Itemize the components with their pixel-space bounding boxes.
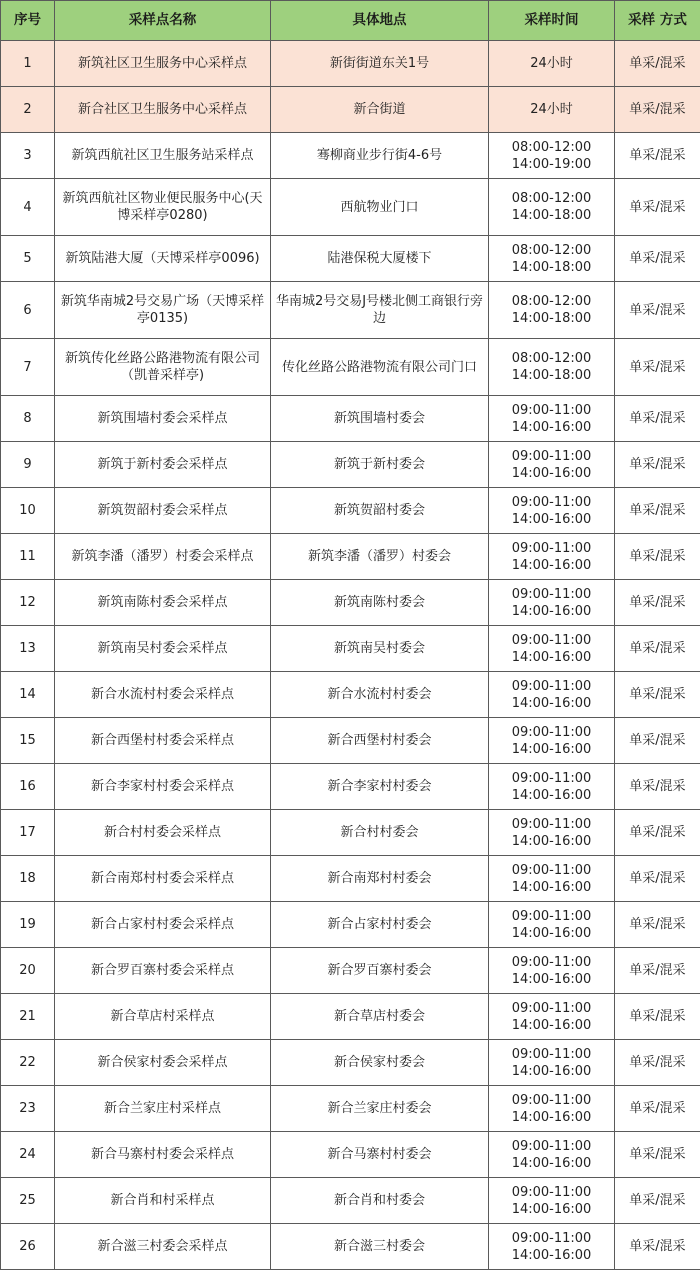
cell-location: 陆港保税大厦楼下 <box>271 236 489 282</box>
cell-sampling-method: 单采/混采 <box>615 87 700 133</box>
cell-serial-no: 21 <box>1 994 55 1040</box>
cell-site-name: 新筑陆港大厦（天博采样亭0096) <box>55 236 271 282</box>
cell-sampling-time <box>489 236 615 282</box>
cell-sampling-method: 单采/混采 <box>615 1086 700 1132</box>
time-range-secondary: 14:00-16:00 <box>511 465 592 481</box>
table-row <box>1 1132 700 1178</box>
time-range-secondary: 14:00-16:00 <box>511 1201 592 1217</box>
cell-location: 新筑围墙村委会 <box>271 396 489 442</box>
header-serial-no: 序号 <box>1 1 55 41</box>
table-row <box>1 488 700 534</box>
cell-serial-no: 10 <box>1 488 55 534</box>
time-range-secondary: 14:00-16:00 <box>511 1155 592 1171</box>
cell-location: 新合占家村村委会 <box>271 902 489 948</box>
time-range-primary: 08:00-12:00 <box>511 242 592 258</box>
cell-location: 新合兰家庄村委会 <box>271 1086 489 1132</box>
time-range-primary: 09:00-11:00 <box>511 816 592 832</box>
cell-serial-no: 8 <box>1 396 55 442</box>
cell-serial-no: 3 <box>1 133 55 179</box>
time-range-primary: 09:00-11:00 <box>511 862 592 878</box>
cell-sampling-method: 单采/混采 <box>615 1132 700 1178</box>
cell-sampling-time <box>489 339 615 396</box>
time-range-secondary: 14:00-16:00 <box>511 925 592 941</box>
cell-sampling-time <box>489 626 615 672</box>
cell-sampling-time <box>489 442 615 488</box>
time-range-primary: 08:00-12:00 <box>511 191 592 206</box>
cell-location: 新筑李潘（潘罗）村委会 <box>271 534 489 580</box>
header-sampling-method: 采样 方式 <box>615 1 700 41</box>
time-range-primary: 09:00-11:00 <box>511 448 592 464</box>
time-range-primary: 09:00-11:00 <box>511 678 592 694</box>
cell-serial-no: 12 <box>1 580 55 626</box>
table-row <box>1 580 700 626</box>
time-range-primary: 09:00-11:00 <box>511 632 592 648</box>
cell-serial-no: 1 <box>1 41 55 87</box>
cell-sampling-time <box>489 764 615 810</box>
time-range-primary: 08:00-12:00 <box>511 351 592 366</box>
table-row <box>1 1178 700 1224</box>
cell-sampling-method: 单采/混采 <box>615 41 700 87</box>
cell-location: 新合草店村委会 <box>271 994 489 1040</box>
cell-serial-no: 20 <box>1 948 55 994</box>
table-row <box>1 856 700 902</box>
cell-site-name: 新筑围墙村委会采样点 <box>55 396 271 442</box>
table-row <box>1 179 700 236</box>
cell-location: 新合滋三村委会 <box>271 1224 489 1270</box>
table-row <box>1 1086 700 1132</box>
table-row <box>1 339 700 396</box>
cell-serial-no: 11 <box>1 534 55 580</box>
time-range-secondary: 14:00-16:00 <box>511 419 592 435</box>
cell-location: 西航物业门口 <box>271 179 489 236</box>
table-row <box>1 534 700 580</box>
table-row <box>1 1040 700 1086</box>
time-range-secondary: 14:00-16:00 <box>511 1017 592 1033</box>
cell-serial-no: 6 <box>1 282 55 339</box>
cell-sampling-method: 单采/混采 <box>615 282 700 339</box>
table-row <box>1 87 700 133</box>
cell-sampling-time <box>489 41 615 87</box>
cell-site-name: 新合村村委会采样点 <box>55 810 271 856</box>
table-row <box>1 236 700 282</box>
cell-site-name: 新合李家村村委会采样点 <box>55 764 271 810</box>
cell-site-name: 新筑南陈村委会采样点 <box>55 580 271 626</box>
table-row <box>1 764 700 810</box>
cell-site-name: 新筑华南城2号交易广场（天博采样亭0135) <box>55 282 271 339</box>
table-row <box>1 1224 700 1270</box>
cell-sampling-time <box>489 902 615 948</box>
time-range-secondary: 14:00-16:00 <box>511 879 592 895</box>
time-range-primary: 08:00-12:00 <box>511 139 592 155</box>
cell-sampling-time <box>489 282 615 339</box>
time-range-secondary: 14:00-16:00 <box>511 833 592 849</box>
cell-serial-no: 13 <box>1 626 55 672</box>
cell-sampling-time <box>489 396 615 442</box>
time-range-secondary: 14:00-16:00 <box>511 787 592 803</box>
cell-site-name: 新合肖和村采样点 <box>55 1178 271 1224</box>
cell-location: 新合西堡村村委会 <box>271 718 489 764</box>
cell-sampling-time <box>489 1132 615 1178</box>
time-range-primary: 08:00-12:00 <box>511 294 592 309</box>
cell-sampling-time <box>489 948 615 994</box>
cell-location: 新合水流村村委会 <box>271 672 489 718</box>
table-row <box>1 41 700 87</box>
cell-sampling-method: 单采/混采 <box>615 994 700 1040</box>
cell-sampling-time <box>489 488 615 534</box>
cell-location: 新合侯家村委会 <box>271 1040 489 1086</box>
table-row <box>1 396 700 442</box>
time-range-primary: 09:00-11:00 <box>511 770 592 786</box>
cell-location: 新街街道东关1号 <box>271 41 489 87</box>
cell-sampling-method: 单采/混采 <box>615 339 700 396</box>
cell-serial-no: 5 <box>1 236 55 282</box>
cell-location: 新合李家村村委会 <box>271 764 489 810</box>
cell-site-name: 新合滋三村委会采样点 <box>55 1224 271 1270</box>
cell-sampling-time <box>489 810 615 856</box>
time-range-secondary: 14:00-16:00 <box>511 557 592 573</box>
cell-sampling-method: 单采/混采 <box>615 902 700 948</box>
time-range-primary: 09:00-11:00 <box>511 1092 592 1108</box>
cell-sampling-method: 单采/混采 <box>615 488 700 534</box>
cell-location: 新合村村委会 <box>271 810 489 856</box>
cell-serial-no: 25 <box>1 1178 55 1224</box>
time-range-primary: 09:00-11:00 <box>511 402 592 418</box>
time-range-primary: 09:00-11:00 <box>511 540 592 556</box>
cell-site-name: 新合水流村村委会采样点 <box>55 672 271 718</box>
cell-sampling-time <box>489 994 615 1040</box>
time-range-secondary: 14:00-16:00 <box>511 603 592 619</box>
time-range-secondary: 14:00-16:00 <box>511 649 592 665</box>
cell-location: 新合罗百寨村委会 <box>271 948 489 994</box>
time-range-secondary: 14:00-16:00 <box>511 1247 592 1263</box>
time-range-secondary: 14:00-16:00 <box>511 741 592 757</box>
cell-serial-no: 9 <box>1 442 55 488</box>
cell-serial-no: 4 <box>1 179 55 236</box>
cell-location: 传化丝路公路港物流有限公司门口 <box>271 339 489 396</box>
time-range-secondary: 14:00-16:00 <box>511 1063 592 1079</box>
time-range-primary: 09:00-11:00 <box>511 724 592 740</box>
time-range-secondary: 14:00-18:00 <box>511 208 592 223</box>
cell-sampling-time <box>489 534 615 580</box>
cell-serial-no: 24 <box>1 1132 55 1178</box>
cell-sampling-time <box>489 1178 615 1224</box>
cell-location: 华南城2号交易J号楼北侧工商银行旁边 <box>271 282 489 339</box>
cell-location: 新合南郑村村委会 <box>271 856 489 902</box>
table-row <box>1 672 700 718</box>
cell-serial-no: 16 <box>1 764 55 810</box>
cell-sampling-time <box>489 718 615 764</box>
time-range-primary: 09:00-11:00 <box>511 1046 592 1062</box>
cell-location: 新合马寨村村委会 <box>271 1132 489 1178</box>
table-row <box>1 948 700 994</box>
table-row <box>1 718 700 764</box>
cell-sampling-method: 单采/混采 <box>615 1178 700 1224</box>
cell-sampling-method: 单采/混采 <box>615 442 700 488</box>
cell-site-name: 新合罗百寨村委会采样点 <box>55 948 271 994</box>
cell-sampling-method: 单采/混采 <box>615 1224 700 1270</box>
table-row <box>1 994 700 1040</box>
table-body <box>1 41 700 1270</box>
cell-sampling-method: 单采/混采 <box>615 236 700 282</box>
cell-serial-no: 18 <box>1 856 55 902</box>
time-range-primary: 09:00-11:00 <box>511 1138 592 1154</box>
cell-serial-no: 2 <box>1 87 55 133</box>
time-range-primary: 09:00-11:00 <box>511 1184 592 1200</box>
cell-location: 新合街道 <box>271 87 489 133</box>
time-range-primary: 09:00-11:00 <box>511 586 592 602</box>
header-location: 具体地点 <box>271 1 489 41</box>
time-range-primary: 09:00-11:00 <box>511 1230 592 1246</box>
cell-site-name: 新合侯家村委会采样点 <box>55 1040 271 1086</box>
header-site-name: 采样点名称 <box>55 1 271 41</box>
cell-site-name: 新筑于新村委会采样点 <box>55 442 271 488</box>
cell-sampling-time <box>489 1040 615 1086</box>
table-row <box>1 442 700 488</box>
time-range-primary: 09:00-11:00 <box>511 954 592 970</box>
cell-sampling-method: 单采/混采 <box>615 1040 700 1086</box>
cell-serial-no: 26 <box>1 1224 55 1270</box>
cell-site-name: 新合占家村村委会采样点 <box>55 902 271 948</box>
cell-site-name: 新筑西航社区物业便民服务中心(天博采样亭0280) <box>55 179 271 236</box>
time-range-primary: 24小时 <box>530 102 573 117</box>
cell-sampling-method: 单采/混采 <box>615 580 700 626</box>
cell-location: 骞柳商业步行街4-6号 <box>271 133 489 179</box>
cell-sampling-time <box>489 672 615 718</box>
time-range-secondary: 14:00-18:00 <box>511 368 592 383</box>
cell-sampling-method: 单采/混采 <box>615 626 700 672</box>
cell-sampling-time <box>489 87 615 133</box>
time-range-primary: 24小时 <box>530 56 573 71</box>
time-range-secondary: 14:00-18:00 <box>511 311 592 326</box>
cell-location: 新筑南吴村委会 <box>271 626 489 672</box>
header-sampling-time: 采样时间 <box>489 1 615 41</box>
cell-sampling-time <box>489 1224 615 1270</box>
cell-sampling-method: 单采/混采 <box>615 396 700 442</box>
time-range-secondary: 14:00-16:00 <box>511 695 592 711</box>
cell-site-name: 新合草店村采样点 <box>55 994 271 1040</box>
cell-sampling-method: 单采/混采 <box>615 856 700 902</box>
time-range-secondary: 14:00-19:00 <box>511 156 592 172</box>
cell-site-name: 新筑贺韶村委会采样点 <box>55 488 271 534</box>
cell-location: 新筑贺韶村委会 <box>271 488 489 534</box>
cell-location: 新筑南陈村委会 <box>271 580 489 626</box>
cell-location: 新筑于新村委会 <box>271 442 489 488</box>
cell-site-name: 新筑李潘（潘罗）村委会采样点 <box>55 534 271 580</box>
cell-sampling-time <box>489 580 615 626</box>
time-range-primary: 09:00-11:00 <box>511 908 592 924</box>
table-row <box>1 133 700 179</box>
cell-site-name: 新筑社区卫生服务中心采样点 <box>55 41 271 87</box>
cell-sampling-time <box>489 179 615 236</box>
cell-serial-no: 23 <box>1 1086 55 1132</box>
cell-sampling-method: 单采/混采 <box>615 672 700 718</box>
cell-site-name: 新筑传化丝路公路港物流有限公司（凯普采样亭) <box>55 339 271 396</box>
time-range-secondary: 14:00-16:00 <box>511 511 592 527</box>
cell-sampling-method: 单采/混采 <box>615 179 700 236</box>
cell-sampling-time <box>489 1086 615 1132</box>
time-range-secondary: 14:00-16:00 <box>511 1109 592 1125</box>
cell-location: 新合肖和村委会 <box>271 1178 489 1224</box>
cell-sampling-method: 单采/混采 <box>615 718 700 764</box>
cell-serial-no: 15 <box>1 718 55 764</box>
table-row <box>1 902 700 948</box>
cell-sampling-method: 单采/混采 <box>615 764 700 810</box>
cell-site-name: 新合兰家庄村采样点 <box>55 1086 271 1132</box>
cell-site-name: 新合南郑村村委会采样点 <box>55 856 271 902</box>
cell-site-name: 新合社区卫生服务中心采样点 <box>55 87 271 133</box>
cell-sampling-method: 单采/混采 <box>615 534 700 580</box>
cell-serial-no: 19 <box>1 902 55 948</box>
table-row <box>1 626 700 672</box>
cell-sampling-method: 单采/混采 <box>615 133 700 179</box>
table-row <box>1 810 700 856</box>
cell-serial-no: 22 <box>1 1040 55 1086</box>
cell-serial-no: 14 <box>1 672 55 718</box>
time-range-secondary: 14:00-18:00 <box>511 259 592 275</box>
cell-sampling-time <box>489 133 615 179</box>
cell-serial-no: 7 <box>1 339 55 396</box>
cell-site-name: 新合马寨村村委会采样点 <box>55 1132 271 1178</box>
table-row <box>1 282 700 339</box>
cell-sampling-method: 单采/混采 <box>615 810 700 856</box>
cell-site-name: 新筑南吴村委会采样点 <box>55 626 271 672</box>
cell-site-name: 新合西堡村村委会采样点 <box>55 718 271 764</box>
cell-site-name: 新筑西航社区卫生服务站采样点 <box>55 133 271 179</box>
cell-sampling-time <box>489 856 615 902</box>
time-range-secondary: 14:00-16:00 <box>511 971 592 987</box>
cell-serial-no: 17 <box>1 810 55 856</box>
table-header-row <box>1 1 700 41</box>
cell-sampling-method: 单采/混采 <box>615 948 700 994</box>
time-range-primary: 09:00-11:00 <box>511 1000 592 1016</box>
time-range-primary: 09:00-11:00 <box>511 494 592 510</box>
